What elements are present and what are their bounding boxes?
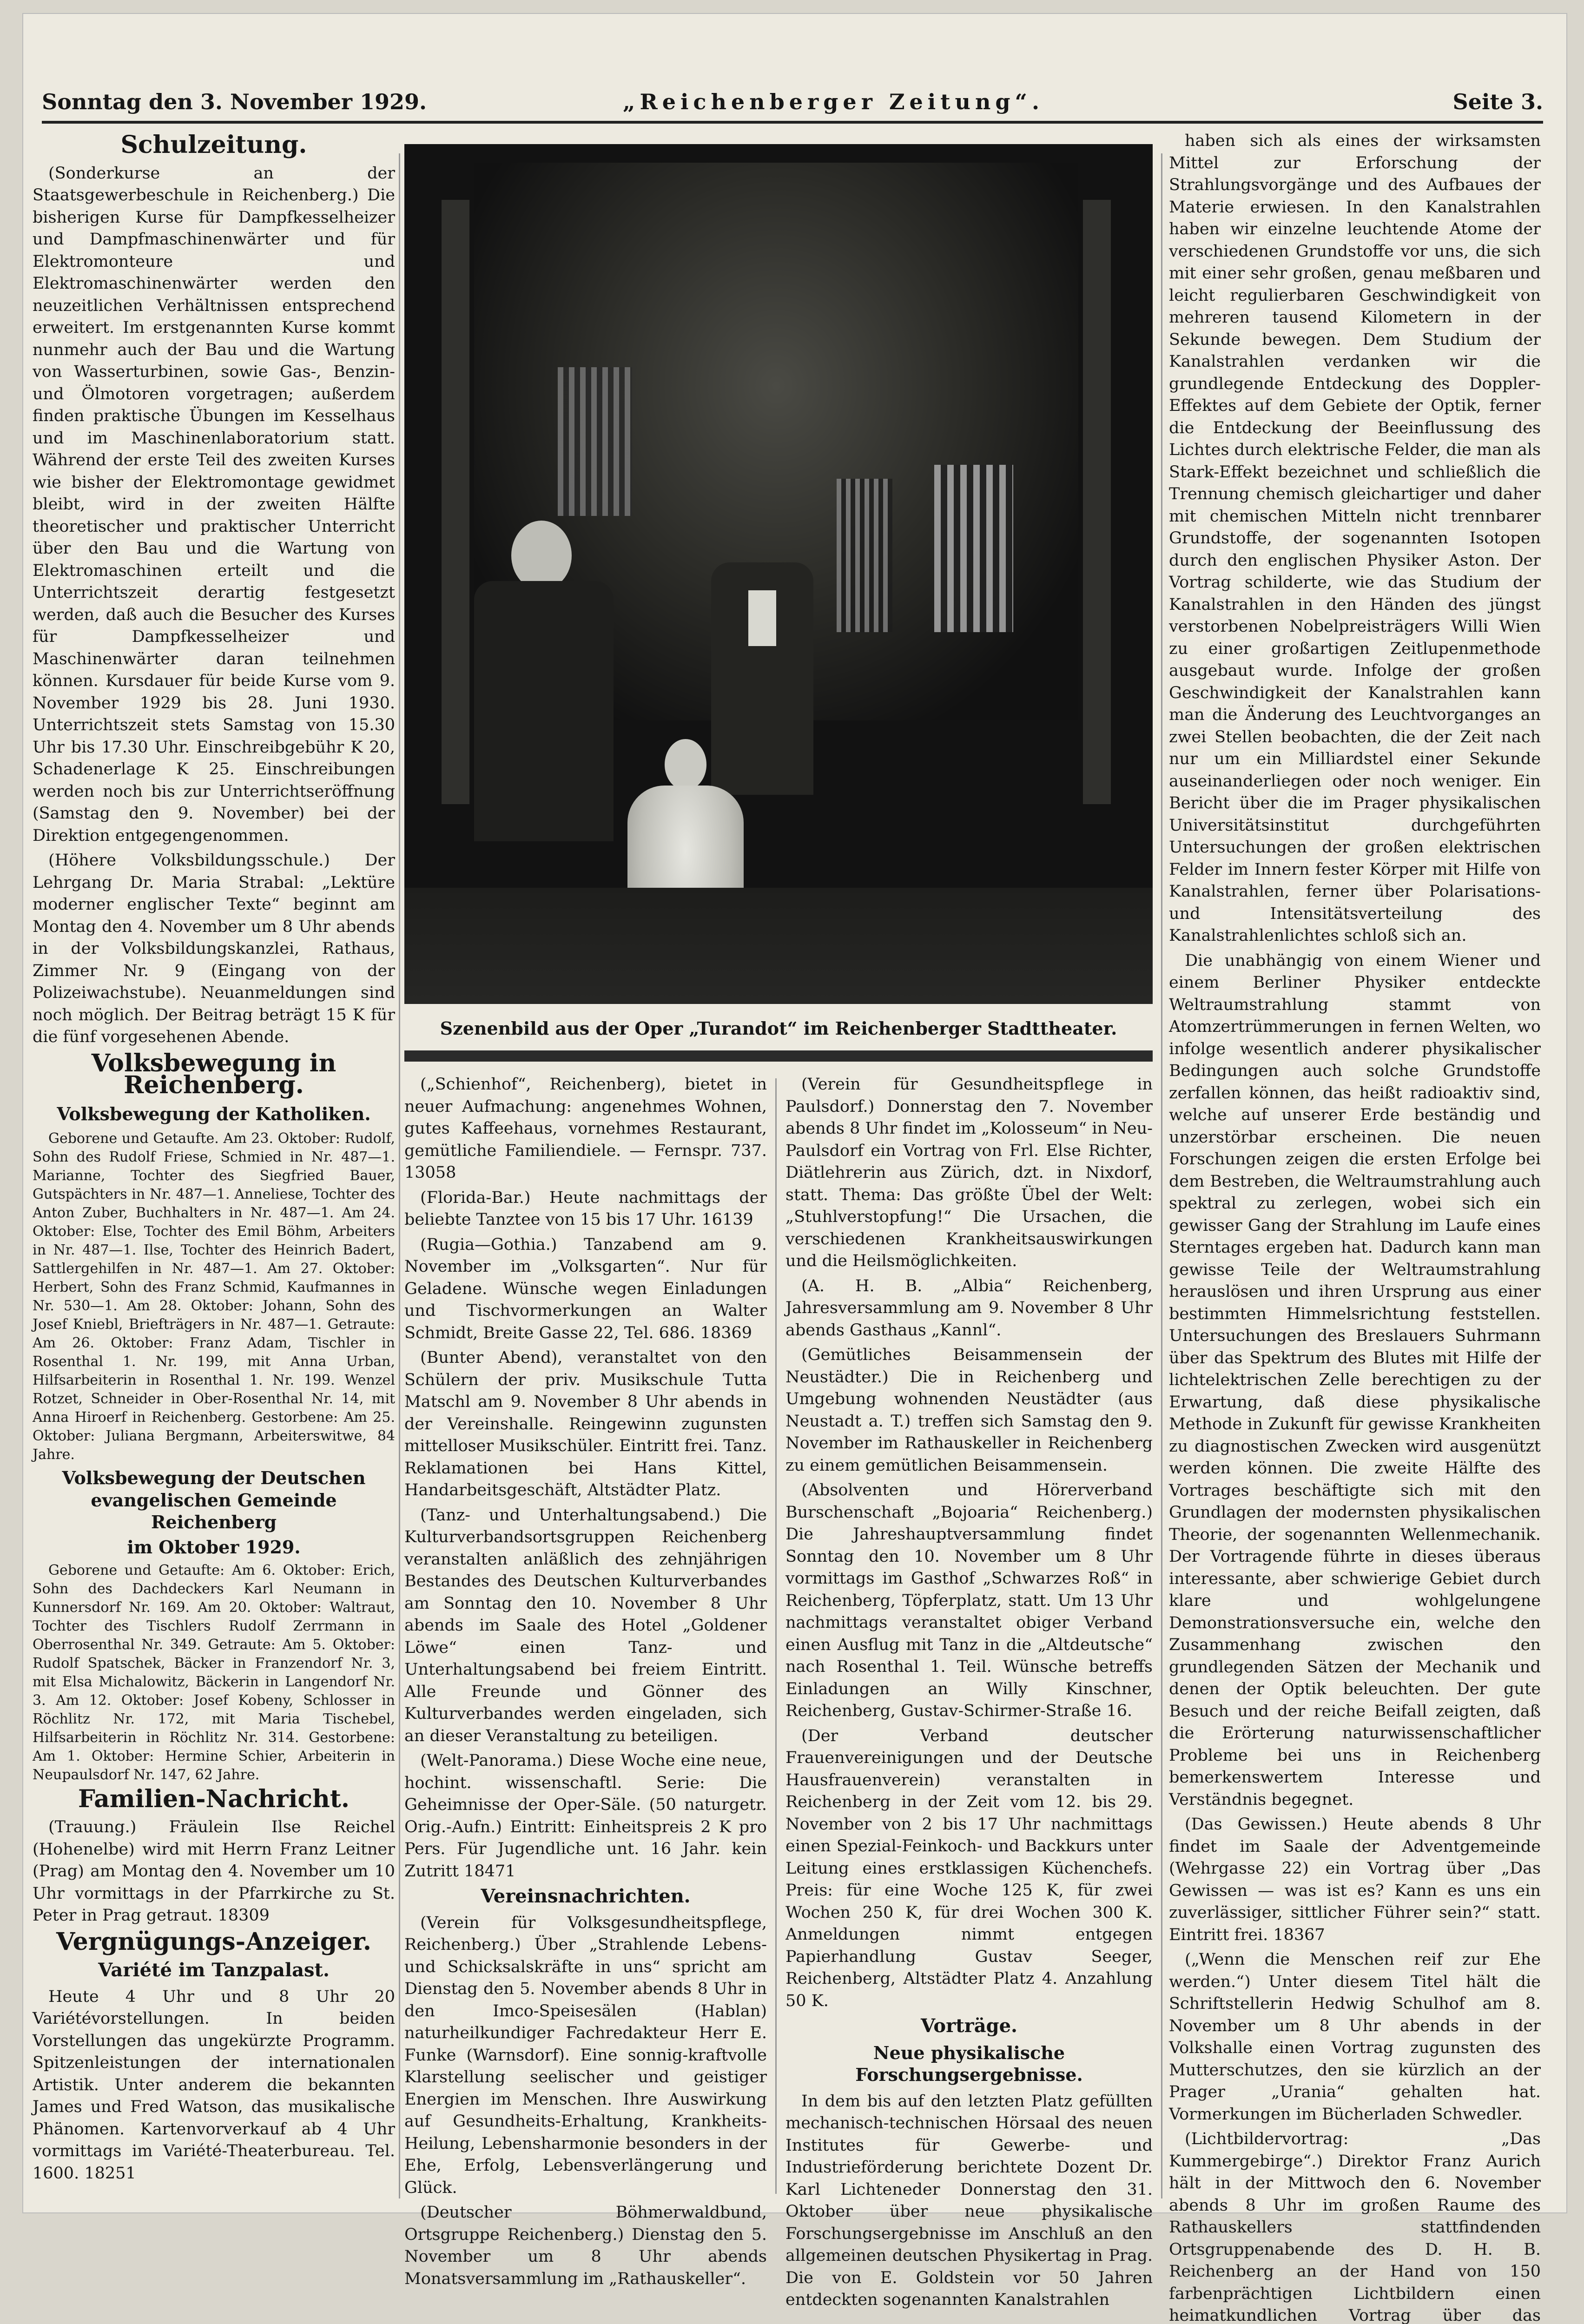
newspaper-page [23, 14, 1566, 2324]
photo-caption: Szenenbild aus der Oper „Turandot“ im Reichenberger Stadttheater. [440, 1018, 1117, 1039]
banner-left [558, 367, 632, 516]
ad-tanzabend: (Tanz- und Unterhaltungsabend.) Die Kulturverbandsortsgruppen Reichenberg veranstalten anläßlich des zehnjährigen Bestandes des Deutschen Kulturverbandes am Sonntag den 10. November 8 Uhr abends im Saale des Hotel „Goldener Löwe“ einen Tanz- und Unterhaltungsabend bei freiem Eintritt. Alle Freunde und Gönner des Kulturverbandes werden eingeladen, sich an dieser Veranstaltung zu beteiligen. [404, 1505, 767, 1745]
masthead [42, 79, 1543, 124]
column-left [442, 200, 469, 804]
subheading-oktober: im Oktober 1929. [127, 1536, 301, 1558]
section-heading-schulzeitung: Schulzeitung. [120, 131, 307, 159]
vortrag-gewissen: (Das Gewissen.) Heute abends 8 Uhr findet im Saale der Adventgemeinde (Wehrgasse 22) ein Vortrag über „Das Gewissen — was ist es? Kann es uns ein zuverlässiger, sittlicher Führer sein?“ statt. Eintritt frei. 18367 [1169, 1815, 1541, 1944]
verein-volksgesundheit: (Verein für Volksgesundheitspflege, Reichenberg.) Über „Strahlende Lebens- und Schicksalskräfte in uns“ spricht am Dienstag den 5. November abends 8 Uhr in den Imco-Speisesälen (Hablan) naturheilkundiger Fachredakteur Herr E. Funke (Warnsdorf). Eine sonnig-kraftvolle Klarstellung seelischer und geistiger Energien im Menschen. Ihre Auswirkung auf Gesundheits-Erhaltung, Krankheits-Heilung, Lebensharmonie besonders in der Ehe, Erfolg, Lebensverlängerung und Glück. [404, 1913, 767, 2197]
article-katholiken: Geborene und Getaufte. Am 23. Oktober: Rudolf, Sohn des Rudolf Friese, Schmied in Nr. 487—1. Marianne, Tochter des Siegfried Bauer, Gutspächters in Nr. 487—1. Anneliese, Tochter des Anton Zuber, Buchhalters in Nr. 487—1. Am 24. Oktober: Else, Tochter des Emil Böhm, Arbeiters in Nr. 487—1. Ilse, Tochter des Heinrich Badert, Sattlergehilfen in Nr. 487—1. Am 27. Oktober: Herbert, Sohn des Franz Schmid, Kaufmannes in Nr. 530—1. Am 28. Oktober: Johann, Sohn des Josef Kniebl, Briefträgers in Nr. 487—1. Getraute: Am 26. Oktober: Franz Adam, Tischler in Rosenthal 1. Nr. 199, mit Anna Urban, Hilfsarbeiterin in Rosenthal 1. Nr. 199. Wenzel Rotzet, Schneider in Ober-Rosenthal Nr. 14, mit Anna Hiroerf in Reichenberg. Gestorbene: Am 25. Oktober: Juliana Bergmann, Arbeiterswitwe, 84 Jahre. [33, 1130, 395, 1463]
article-variete: Heute 4 Uhr und 8 Uhr 20 Variétévorstellungen. In beiden Vorstellungen das ungekürzte Programm. Spitzenleistungen der internationalen Artistik. Unter anderem die bekannten James und Fred Watson, das musikalische Phänomen. Kartenvorverkauf ab 4 Uhr vormittags im Variété-Theaterbureau. Tel. 1600. 18251 [33, 1987, 395, 2183]
opera-scene-photo [404, 144, 1153, 1004]
verein-bojoaria: (Absolventen und Hörerverband Burschenschaft „Bojoaria“ Reichenberg.) Die Jahreshauptversammlung findet Sonntag den 10. November um 8 Uhr vormittags im Gasthof „Schwarzes Roß“ in Reichenberg, Töpferplatz, statt. Um 13 Uhr nachmittags veranstaltet obiger Verband einen Ausflug mit Tanz in die „Altdeutsche“ nach Rosenthal 1. Teil. Wünsche betreffs Einladungen an Willy Kinschner, Reichenberg, Gustav-Schirmer-Straße 16. [785, 1481, 1153, 1720]
article-weltraumstrahlung: Die unabhängig von einem Wiener und einem Berliner Physiker entdeckte Weltraumstrahlung stammt von Atomzertrümmerungen in fernen Welten, wo infolge wesentlich anderer physikalischer Bedingungen auch solche Grundstoffe zerfallen können, das heißt radioaktiv sind, welche auf unserer Erde beständig und unzerstörbar erscheinen. Die neuen Forschungen zeigen die ersten Erfolge bei dem Bestreben, die Weltraumstrahlung auch spektral zu zerlegen, wobei sich ein gewisser Gang der Strahlung im Laufe eines Sterntages ergeben hat. Dadurch kann man gewisse Teile der Weltraumstrahlung herauslösen und ihren Ursprung aus einer bestimmten Himmelsrichtung feststellen. Untersuchungen des Breslauers Suhrmann über das Spektrum des Blutes mit Hilfe der lichtelektrischen Zelle berechtigen zu der Erwartung, daß diese physikalische Methode in Zukunft für gewisse Krankheiten zu diagnostischen Zwecken wird ausgenützt werden können. Die zweite Hälfte des Vortrages beschäftigte sich mit den Grundlagen der modernsten physikalischen Theorie, der sogenannten Wellenmechanik. Der Vortragende führte in dieses überaus interessante, aber schwierige Gebiet durch klare und wohlgelungene Demonstrationsversuche ein, welche den Zusammenhang zwischen den grundlegenden Sätzen der Mechanik und denen der Optik beleuchten. Der gute Besuch und der reiche Beifall zeigten, daß die Erörterung naturwissenschaftlicher Probleme bei uns in Reichenberg bemerkenswertem Interesse und Verständnis begegnet. [1169, 951, 1541, 1809]
article-sonderkurse: (Sonderkurse an der Staatsgewerbeschule in Reichenberg.) Die bisherigen Kurse für Dampfkesselheizer und Dampfmaschinenwärter und für Elektromonteure und Elektromaschinenwärter werden den neuzeitlichen Verhältnissen entsprechend erweitert. Im erstgenannten Kurse kommt nunmehr auch der Bau und die Wartung von Wasserturbinen, sowie Gas-, Benzin- und Ölmotoren vorgetragen; außerdem finden praktische Übungen im Kesselhaus und im Maschinenlaboratorium statt. Während der erste Teil des zweiten Kurses wie bisher der Elektromontage gewidmet bleibt, wird in der zweiten Hälfte theoretischer und praktischer Unterricht über den Bau und die Wartung von Elektromaschinen erteilt und die Unterrichtszeit derartig festgesetzt werden, daß auch die Besucher des Kurses für Dampfkesselheizer und Maschinenwärter daran teilnehmen können. Kursdauer für beide Kurse vom 9. November 1929 bis 28. Juni 1930. Unterrichtszeit stets Samstag von 15.30 Uhr bis 17.30 Uhr. Einschreibgebühr K 20, Schadenerlage K 25. Einschreibungen werden noch bis zur Unterrichtseröffnung (Samstag den 9. November) bei der Direktion entgegengenommen. [33, 164, 395, 845]
vortrag-kummergebirge: (Lichtbildervortrag: „Das Kummergebirge“.) Direktor Franz Aurich hält in der Mittwoch den 6. November abends 8 Uhr im großen Raume des Rathauskellers stattfindenden Ortsgruppenabende des D. H. B. Reichenberg an der Hand von 150 farbenprächtigen Lichtbildern einen heimatkundlichen Vortrag über das [1169, 2130, 1541, 2324]
column-right [1083, 200, 1111, 804]
column-4 [1169, 130, 1541, 2324]
ad-welt-panorama: (Welt-Panorama.) Diese Woche eine neue, hochint. wissenschaftl. Serie: Die Geheimnisse der Oper-Säle. (50 naturgetr. Orig.-Aufn.) Eintritt: Einheitspreis 2 K pro Pers. Für Jugendliche unt. 16 Jahr. kein Zutritt 18471 [404, 1751, 767, 1881]
article-physik-part2: haben sich als eines der wirksamsten Mittel zur Erforschung der Strahlungsvorgänge und des Aufbaues der Materie erwiesen. In den Kanalstrahlen haben wir einzelne leuchtende Atome der verschiedenen Grundstoffe vor uns, die sich mit einer sehr großen, genau meßbaren und leicht regulierbaren Geschwindigkeit von mehreren tausend Kilometern in der Sekunde bewegen. Dem Studium der Kanalstrahlen verdanken wir die grundlegende Entdeckung des Doppler-Effektes auf dem Gebiete der Optik, ferner die Entdeckung der Beeinflussung des Lichtes durch elektrische Felder, die man als Stark-Effekt bezeichnet und schließlich die Trennung chemisch gleichartiger und daher mit chemischen Mitteln nicht trennbarer Grundstoffe, der sogenannten Isotopen durch den englischen Physiker Aston. Der Vortrag schilderte, wie das Studium der Kanalstrahlen in den Händen des jüngst verstorbenen Nobelpreisträgers Willi Wien zu einer großartigen Zeitlupenmethode ausgebaut wurde. Infolge der großen Geschwindigkeit der Kanalstrahlen kann man die Änderung des Leuchtvorganges an zwei Stellen beobachten, die der Zeit nach nur um ein Milliardstel einer Sekunde auseinanderliegen oder noch weniger. Ein Bericht über die im Prager physikalischen Universitätsinstitut durchgeführten Untersuchungen der großen elektrischen Felder im Innern fester Körper mit Hilfe von Kanalstrahlen, ferner über Polarisations- und Intensitätsverteilung des Kanalstrahlenlichtes schloß sich an. [1169, 132, 1541, 945]
ad-bunter-abend: (Bunter Abend), veranstaltet von den Schülern der priv. Musikschule Tutta Matschl am 9. November 8 Uhr abends in der Vereinshalle. Reingewinn zugunsten mittelloser Musikschüler. Eintritt frei. Tanz. Reklamationen bei Hans Kittel, Handarbeitsgeschäft, Altstädter Platz. [404, 1348, 767, 1499]
column-2 [404, 1074, 767, 2288]
section-heading-familien: Familien-Nachricht. [78, 1784, 350, 1813]
article-volksbildungsschule: (Höhere Volksbildungsschule.) Der Lehrgang Dr. Maria Strabal: „Lektüre moderner englischer Texte“ beginnt am Montag den 4. November um 8 Uhr abends in der Volksbildungskanzlei, Rathaus, Zimmer Nr. 9 (Eingang von der Polizeiwachstube). Neuanmeldungen sind noch möglich. Der Beitrag beträgt 15 K für die fünf vorgesehenen Abende. [33, 851, 395, 1046]
section-heading-vergnuegungen: Vergnügungs-Anzeiger. [56, 1927, 371, 1956]
verein-frauenvereinigungen: (Der Verband deutscher Frauenvereinigungen und der Deutsche Hausfrauenverein) veranstalten in Reichenberg in der Zeit vom 12. bis 29. November von 2 bis 17 Uhr nachmittags einen Spezial-Feinkoch- und Backkurs unter Leitung eines erstklassigen Küchenchefs. Preis: für eine Woche 125 K, für zwei Wochen 250 K, für drei Wochen 300 K. Anmeldungen nimmt entgegen Papierhandlung Gustav Seeger, Reichenberg, Altstädter Platz 4. Anzahlung 50 K. [785, 1726, 1153, 2010]
subheading-forschungsergebnisse: Neue physikalische Forschungsergebnisse. [855, 2042, 1083, 2085]
ad-rugia-gothia: (Rugia—Gothia.) Tanzabend am 9. November im „Volksgarten“. Nur für Geladene. Wünsche wegen Einladungen und Tischvormerkungen an Walter Schmidt, Breite Gasse 22, Tel. 686. 18369 [404, 1235, 767, 1342]
column-separator [1161, 153, 1162, 2199]
stage-floor [404, 888, 1153, 1004]
verein-gesundheitspflege: (Verein für Gesundheitspflege in Paulsdorf.) Donnerstag den 7. November abends 8 Uhr findet im „Kolosseum“ in Neu-Paulsdorf ein Vortrag von Frl. Else Richter, Diätlehrerin aus Zürich, dzt. in Nixdorf, statt. Thema: Das größte Übel der Welt: „Stuhlverstopfung!“ Die Ursachen, die verschiedenen Krankheitsauswirkungen und die Heilsmöglichkeiten. [785, 1075, 1153, 1270]
ad-florida-bar: (Florida-Bar.) Heute nachmittags der beliebte Tanztee von 15 bis 17 Uhr. 16139 [404, 1188, 767, 1229]
banner-right [934, 465, 1013, 632]
column-separator [399, 153, 400, 2199]
column-3 [785, 1074, 1153, 2309]
banner-center [837, 479, 892, 632]
figure-left-body [474, 581, 614, 841]
issue-date: Sonntag den 3. November 1929. [42, 89, 427, 114]
decorative-rule [404, 1050, 1153, 1062]
section-heading-vereinsnachrichten: Vereinsnachrichten. [481, 1885, 691, 1907]
page-number: Seite 3. [1452, 89, 1543, 114]
subheading-katholiken: Volksbewegung der Katholiken. [57, 1103, 371, 1124]
column-1 [33, 130, 395, 2194]
verein-albia: (A. H. B. „Albia“ Reichenberg, Jahresversammlung am 9. November 8 Uhr abends Gasthaus „Kannl“. [785, 1276, 1153, 1340]
subheading-evangelisch: Volksbewegung der Deutschen evangelischen Gemeinde Reichenberg [62, 1467, 366, 1532]
section-heading-volksbewegung: Volksbewegung in Reichenberg. [91, 1049, 337, 1099]
article-physik-part1: In dem bis auf den letzten Platz gefüllten mechanisch-technischen Hörsaal des neuen Institutes für Gewerbe- und Industrieförderung berichtete Dozent Dr. Karl Lichteneder Donnerstag den 31. Oktober über neue physikalische Forschungsergebnisse im Anschluß an den allgemeinen deutschen Physikertag in Prag. Die von E. Goldstein vor 50 Jahren entdeckten sogenannten Kanalstrahlen [785, 2092, 1153, 2309]
newspaper-title: „Reichenberger Zeitung“. [623, 89, 1044, 114]
vortrag-ehe: („Wenn die Menschen reif zur Ehe werden.“) Unter diesem Titel hält die Schriftstellerin Hedwig Schulhof am 8. November um 8 Uhr abends in der Volkshalle einen Vortrag zugunsten des Mutterschutzes, den sie kürzlich an der Prager „Urania“ gehalten hat. Vormerkungen im Bücherladen Schwedler. [1169, 1950, 1541, 2124]
verein-boehmerwaldbund: (Deutscher Böhmerwaldbund, Ortsgruppe Reichenberg.) Dienstag den 5. November um 8 Uhr abends Monatsversammlung im „Rathauskeller“. [404, 2203, 767, 2288]
verein-neustaedter: (Gemütliches Beisammensein der Neustädter.) Die in Reichenberg und Umgebung wohnenden Neustädter (aus Neustadt a. T.) treffen sich Samstag den 9. November im Rathauskeller in Reichenberg zu einem gemütlichen Beisammensein. [785, 1346, 1153, 1475]
figure-left-head [511, 521, 572, 590]
subheading-variete: Variété im Tanzpalast. [98, 1959, 330, 1981]
ad-schienhof: („Schienhof“, Reichenberg), bietet in neuer Aufmachung: angenehmes Wohnen, gutes Kaffeehaus, vornehmes Restaurant, gemütliche Familiendiele. — Fernspr. 737. 13058 [404, 1075, 767, 1182]
column-separator [775, 1078, 777, 2194]
section-heading-vortraege: Vorträge. [921, 2015, 1017, 2037]
article-evangelisch: Geborene und Getaufte: Am 6. Oktober: Erich, Sohn des Dachdeckers Karl Neumann in Kunnersdorf Nr. 169. Am 20. Oktober: Waltraut, Tochter des Tischlers Rudolf Zerrmann in Oberrosenthal Nr. 349. Getraute: Am 5. Oktober: Rudolf Spatschek, Bäcker in Franzendorf Nr. 3, mit Elsa Michalowitz, Bäckerin in Langendorf Nr. 3. Am 12. Oktober: Josef Kobeny, Schlosser in Röchlitz Nr. 172, mit Maria Tischebel, Hilfsarbeiterin in Röchlitz Nr. 314. Gestorbene: Am 1. Oktober: Hermine Schier, Arbeiterin in Neupaulsdorf Nr. 147, 62 Jahre. [33, 1562, 395, 1783]
figure-center-collar [748, 590, 776, 646]
figure-front-head [665, 739, 706, 790]
article-trauung: (Trauung.) Fräulein Ilse Reichel (Hohenelbe) wird mit Herrn Franz Leitner (Prag) am Montag den 4. November um 10 Uhr vormittags in der Pfarrkirche zu St. Peter in Prag getraut. 18309 [33, 1818, 395, 1925]
